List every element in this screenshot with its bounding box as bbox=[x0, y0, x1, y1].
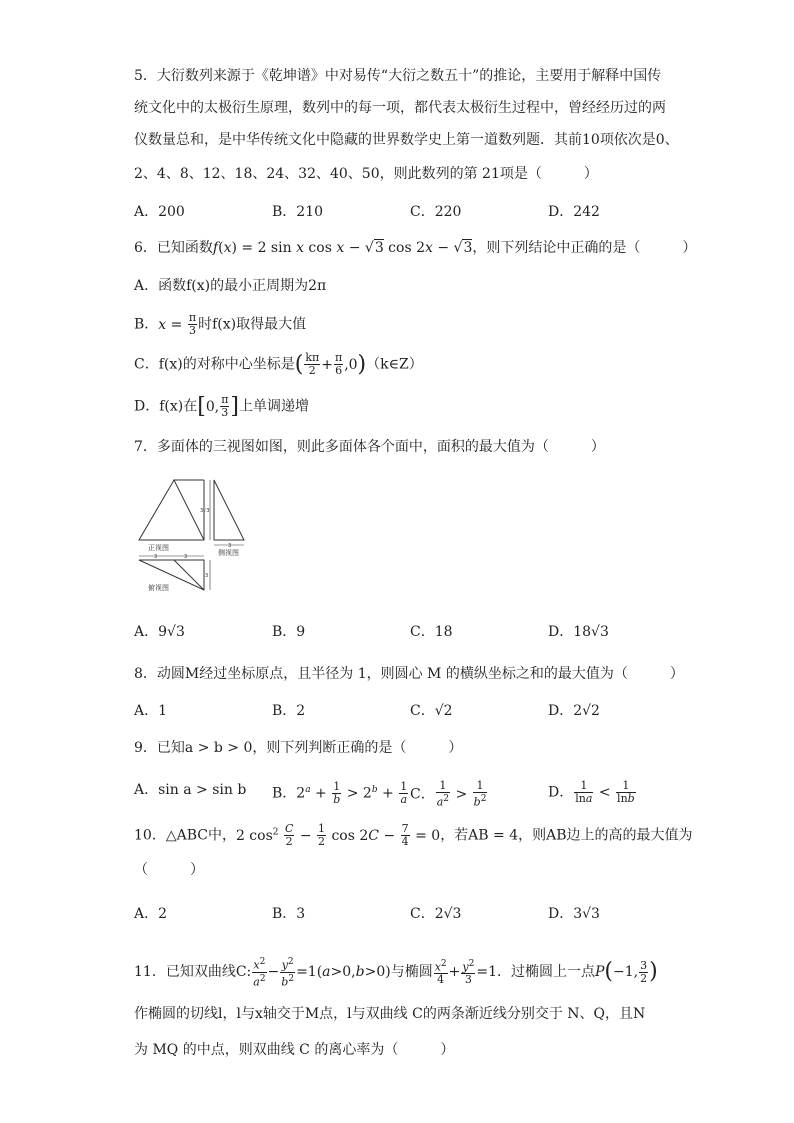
q8-option-d: D．2√2 bbox=[548, 703, 600, 719]
q6-option-d-formula: [0, $\frac{\pi}{3}$ ] bbox=[197, 393, 240, 419]
q5-option-b: B．210 bbox=[272, 204, 324, 220]
q10-option-d: D．3√3 bbox=[548, 906, 600, 922]
q9-option-c-label: C． bbox=[410, 786, 435, 803]
q11-point: P(−1, $\frac{3}{2}$ ) bbox=[594, 958, 658, 985]
q6-option-b-formula: x = $\frac{\pi}{3}$ bbox=[158, 311, 197, 337]
q10-option-c: C．2√3 bbox=[410, 906, 462, 922]
q11-line3: 为 MQ 的中点，则双曲线 C 的离心率为（ ） bbox=[134, 1042, 455, 1058]
q11-line2: 作椭圆的切线l，l与x轴交于M点，l与双曲线 C的两条渐近线分别交于 N、Q，且N bbox=[134, 1006, 646, 1022]
side-view-label: 侧视图 bbox=[218, 549, 239, 557]
q6-option-c bbox=[134, 352, 423, 377]
q7-stem: 7．多面体的三视图如图，则此多面体各个面中，面积的最大值为（ ） bbox=[134, 439, 605, 455]
top-view-label: 俯视图 bbox=[148, 584, 169, 592]
q11-stem bbox=[134, 956, 658, 988]
q5-option-c: C．220 bbox=[410, 204, 462, 220]
height-dimension-label: 3√3 bbox=[200, 508, 210, 514]
q5-option-d: D．242 bbox=[548, 204, 600, 220]
side-view-triangle bbox=[214, 480, 244, 540]
q5-option-a: A．200 bbox=[134, 204, 185, 220]
q11-suffix: ．过椭圆上一点 bbox=[496, 964, 595, 981]
q11-ellipse: $\frac{x^2}{4}$ + $\frac{y^2}{3}$ =1 bbox=[434, 958, 497, 987]
side-view-dimension-label: 3 bbox=[228, 543, 232, 549]
q10-prefix: 10．△ABC中， bbox=[134, 827, 236, 844]
top-view-dimension-left: 3 bbox=[154, 554, 158, 560]
q7-option-a: A．9√3 bbox=[134, 624, 185, 640]
q11-prefix: 11．已知双曲线C: bbox=[134, 964, 252, 981]
three-view-diagram bbox=[134, 478, 264, 603]
q6-prefix: 6．已知函数 bbox=[134, 240, 213, 256]
q8-option-a: A．1 bbox=[134, 703, 168, 719]
q9-option-d: D． $\frac{1}{\ln a}$ < $\frac{1}{\ln b}$ bbox=[548, 779, 635, 805]
q6-option-d-post: 上单调递增 bbox=[239, 398, 310, 415]
q11-mid: 与椭圆 bbox=[390, 964, 433, 981]
q6-option-d bbox=[134, 394, 309, 419]
q10-option-a: A．2 bbox=[134, 906, 168, 922]
q6-option-b bbox=[134, 312, 306, 337]
q6-option-c-formula: ( $\frac{k\pi}{2}$ + $\frac{\pi}{6}$ ,0) bbox=[294, 351, 367, 377]
q10-suffix: ，若AB = 4，则AB边上的高的最大值为 bbox=[440, 827, 693, 844]
q6-suffix: ，则下列结论中正确的是（ ） bbox=[472, 240, 697, 256]
q10-option-b: B．3 bbox=[272, 906, 306, 922]
q6-option-b-pre: B． bbox=[134, 316, 159, 333]
q10-formula: 2 $\cos^2$ $\frac{C}{2}$ − $\frac{1}{2}$ cos 2C − $\frac{7}{4}$ = 0 bbox=[235, 822, 441, 849]
q8-option-c: C．√2 bbox=[410, 703, 453, 719]
q10-stem bbox=[134, 822, 693, 848]
q6-option-a: A．函数f(x)的最小正周期为2π bbox=[134, 278, 327, 294]
q6-option-d-pre: D．f(x)在 bbox=[134, 398, 198, 415]
q9-stem: 9．已知a > b > 0，则下列判断正确的是（ ） bbox=[134, 740, 463, 756]
q6-stem bbox=[134, 238, 696, 258]
top-view-dimension-right: 3 bbox=[184, 554, 188, 560]
q5-line1: 5．大衍数列来源于《乾坤谱》中对易传“大衍之数五十”的推论，主要用于解释中国传 bbox=[134, 68, 662, 84]
q5-line2: 统文化中的太极衍生原理，数列中的每一项，都代表太极衍生过程中，曾经经历过的两 bbox=[134, 100, 666, 116]
q7-option-c: C．18 bbox=[410, 624, 453, 640]
q9-option-b: B．$2^a$ + $\frac{1}{b}$ > $2^b$ + $\frac{1}{a}$ bbox=[272, 780, 408, 807]
q10-line2: （ ） bbox=[134, 862, 204, 878]
q7-option-b: B．9 bbox=[272, 624, 306, 640]
top-view-inner-line bbox=[174, 560, 204, 590]
q5-line3: 仪数量总和，是中华传统文化中隐藏的世界数学史上第一道数列题．其前10项依次是0、 bbox=[134, 132, 679, 148]
front-view-triangle bbox=[139, 480, 204, 540]
q9-option-b-label: B． bbox=[272, 785, 297, 802]
q6-option-c-pre: C．f(x)的对称中心坐标是 bbox=[134, 356, 295, 373]
q8-stem: 8．动圆M经过坐标原点，且半径为 1，则圆心 M 的横纵坐标之和的最大值为（ ） bbox=[134, 666, 684, 682]
q6-option-c-post: （k∈Z） bbox=[366, 356, 423, 373]
q9-option-d-label: D． bbox=[548, 784, 574, 801]
q11-hyperbola: $\frac{x^2}{a^2}$ − $\frac{y^2}{b^2}$ =1(a>0,b>0) bbox=[253, 957, 391, 989]
q5-line4: 2、4、8、12、18、24、32、40、50，则此数列的第 21项是（ ） bbox=[134, 166, 598, 182]
q7-option-d: D．18√3 bbox=[548, 624, 609, 640]
q9-option-a: A．sin a > sin b bbox=[134, 782, 247, 798]
top-view-depth-label: 3 bbox=[205, 573, 209, 579]
front-view-label: 正视图 bbox=[148, 544, 169, 552]
q8-option-b: B．2 bbox=[272, 703, 306, 719]
q6-formula: f(x) = 2 sin x cos x − √3 cos 2x − √3 bbox=[212, 240, 473, 256]
q9-option-c: C． $\frac{1}{a^2}$ > $\frac{1}{b^2}$ bbox=[410, 779, 487, 809]
q6-option-b-post: 时f(x)取得最大值 bbox=[198, 316, 307, 333]
